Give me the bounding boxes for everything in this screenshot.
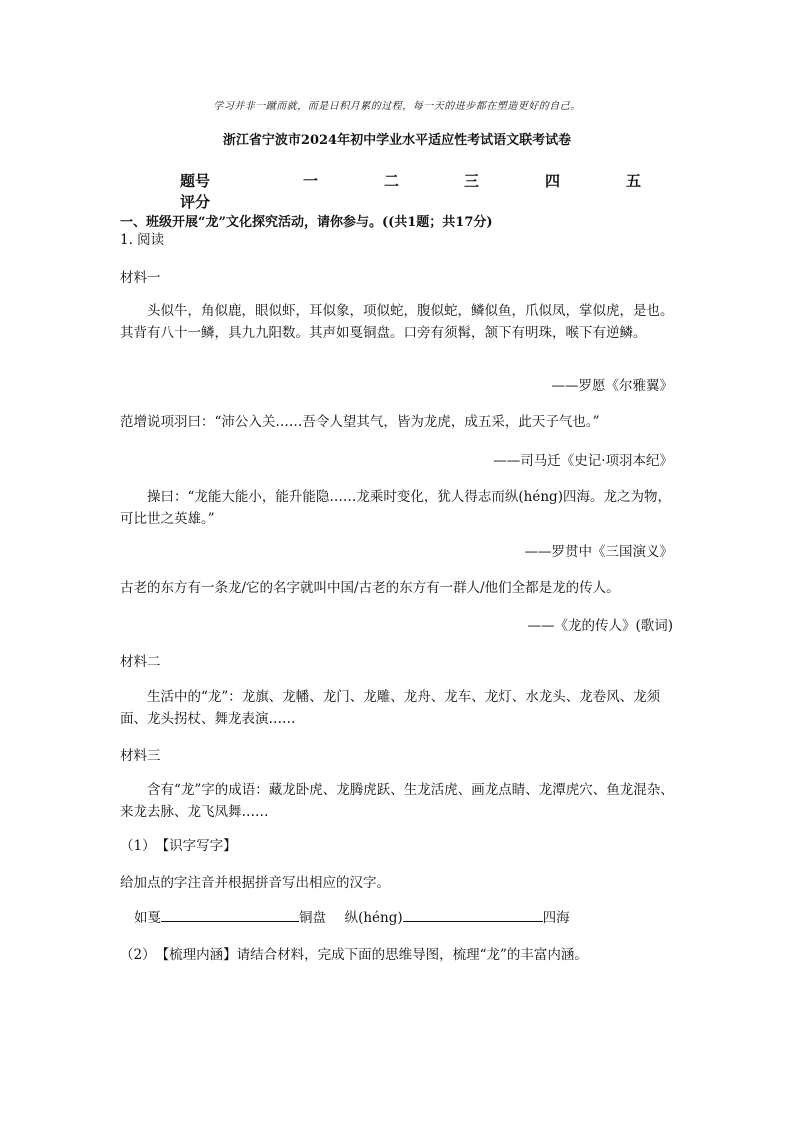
item-a-suffix: 铜盘 (299, 910, 326, 926)
material-1-paragraph-4: 古老的东方有一条龙/它的名字就叫中国/古老的东方有一群人/他们全都是龙的传人。 (120, 580, 620, 596)
question-1-instruction: 给加点的字注音并根据拼音写出相应的汉字。 (120, 875, 390, 891)
answer-blank-a[interactable] (161, 907, 299, 922)
material-1-source-2: ——司马迁《史记·项羽本纪》 (493, 453, 673, 469)
material-1-source-4: ——《龙的传人》(歌词) (527, 618, 673, 634)
score-col-1: 一 (303, 172, 319, 190)
material-3-label: 材料三 (120, 748, 161, 764)
question-2-label: （2） 【梳理内涵】请结合材料，完成下面的思维导图，梳理“龙”的丰富内涵。 (120, 947, 588, 963)
material-1-source-1: ——罗愿《尔雅翼》 (551, 378, 673, 394)
motto-text: 学习并非一蹴而就，而是日积月累的过程，每一天的进步都在塑造更好的自己。 (213, 101, 581, 112)
material-1-source-3: ——罗贯中《三国演义》 (524, 544, 673, 560)
score-row-label: 题号 (180, 172, 211, 190)
section-heading: 一、班级开展“龙”文化探究活动，请你参与。((共1题；共17分) (120, 215, 493, 230)
material-1-label: 材料一 (120, 270, 161, 286)
score-col-5: 五 (626, 172, 642, 190)
question-1-answer-row (134, 907, 694, 929)
score-col-3: 三 (464, 172, 480, 190)
answer-blank-b[interactable] (403, 907, 543, 922)
material-1-paragraph-2: 范增说项羽曰：“沛公入关……吾令人望其气，皆为龙虎，成五采，此天子气也。” (120, 414, 600, 430)
item-b-suffix: 四海 (542, 910, 570, 926)
material-1-paragraph-3: 操曰：“龙能大能小，能升能隐……龙乘时变化，犹人得志而纵(héng)四海。龙之为物，可比世之英雄。” (120, 489, 671, 527)
material-2-paragraph: 生活中的“龙”：龙旗、龙幡、龙门、龙雕、龙舟、龙车、龙灯、水龙头、龙卷风、龙须面、龙头拐杖、舞龙表演…… (120, 689, 661, 727)
material-3-paragraph: 含有“龙”字的成语：藏龙卧虎、龙腾虎跃、生龙活虎、画龙点睛、龙潭虎穴、鱼龙混杂、来龙去脉、龙飞凤舞…… (120, 782, 674, 820)
material-2-label: 材料二 (120, 654, 161, 670)
question-1-label: （1） 【识字写字】 (120, 838, 237, 854)
score-col-4: 四 (545, 172, 561, 190)
question-number: 1. 阅读 (120, 232, 165, 248)
item-a-prefix: 如戛 (134, 910, 161, 926)
score-col-2: 二 (384, 172, 400, 190)
item-b-prefix: 纵(héng) (344, 910, 403, 926)
page-title: 浙江省宁波市2024年初中学业水平适应性考试语文联考试卷 (222, 133, 572, 148)
score-label: 评分 (180, 193, 211, 211)
material-1-paragraph-1: 头似牛，角似鹿，眼似虾，耳似象，项似蛇，腹似蛇，鳞似鱼，爪似凤，掌似虎，是也。其背有八十一鳞，具九九阳数。其声如戛铜盘。口旁有须髯，颔下有明珠，喉下有逆鳞。 (120, 303, 674, 341)
